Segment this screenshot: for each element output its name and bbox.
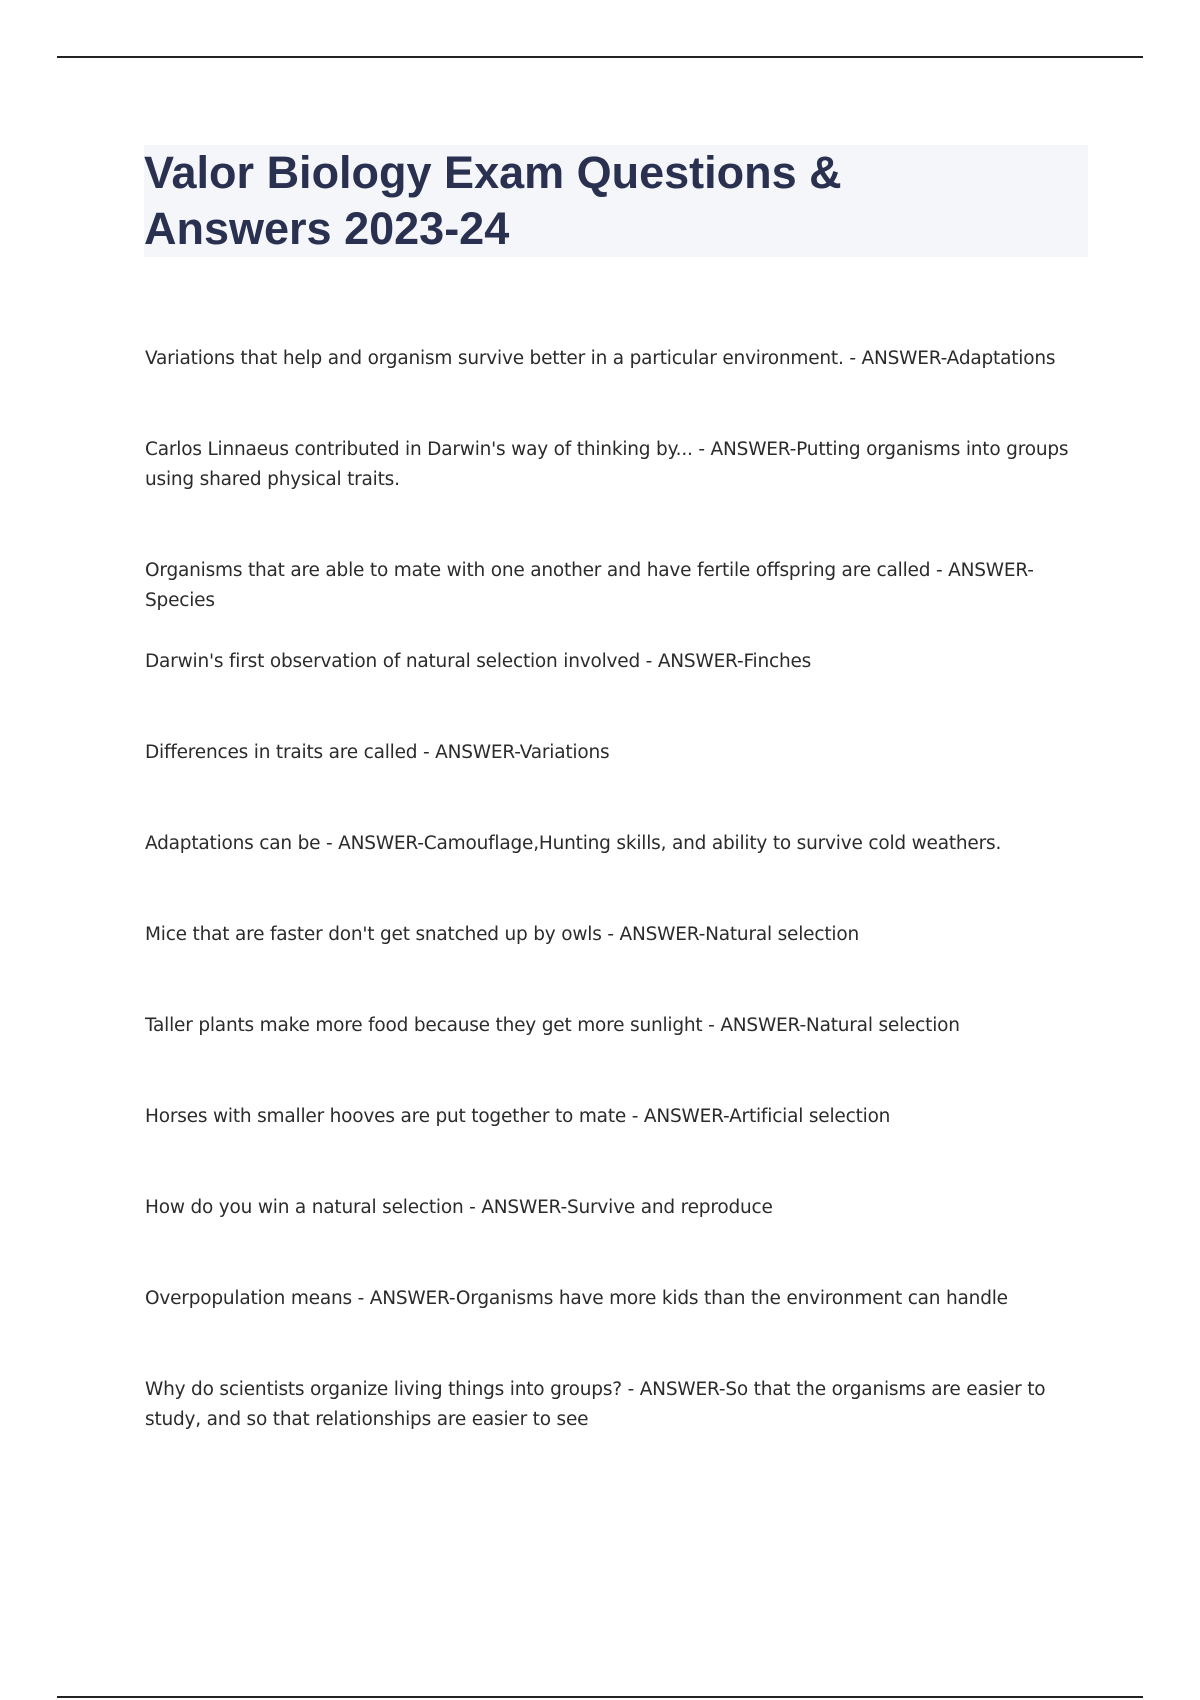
qa-item-3: Organisms that are able to mate with one another and have fertile offspring are called - ANSWER-Species xyxy=(145,560,1034,611)
bottom-rule xyxy=(57,1696,1143,1698)
qa-item-12: Why do scientists organize living things into groups? - ANSWER-So that the organisms are easier to study, and so that relationships are easier to see xyxy=(145,1379,1046,1430)
qa-item-7: Mice that are faster don't get snatched up by owls - ANSWER-Natural selection xyxy=(145,924,859,945)
page-title: Valor Biology Exam Questions & Answers 2023-24 xyxy=(144,147,842,254)
title-banner xyxy=(144,145,1088,257)
qa-item-8: Taller plants make more food because they get more sunlight - ANSWER-Natural selection xyxy=(145,1015,960,1036)
qa-item-6: Adaptations can be - ANSWER-Camouflage,Hunting skills, and ability to survive cold weathers. xyxy=(145,833,1002,854)
qa-item-1: Variations that help and organism survive better in a particular environment. - ANSWER-Adaptations xyxy=(145,348,1056,369)
qa-item-9: Horses with smaller hooves are put together to mate - ANSWER-Artificial selection xyxy=(145,1106,891,1127)
top-rule xyxy=(57,56,1143,58)
qa-item-10: How do you win a natural selection - ANSWER-Survive and reproduce xyxy=(145,1197,773,1218)
qa-item-11: Overpopulation means - ANSWER-Organisms have more kids than the environment can handle xyxy=(145,1288,1008,1309)
qa-item-4: Darwin's first observation of natural selection involved - ANSWER-Finches xyxy=(145,651,812,672)
qa-item-5: Differences in traits are called - ANSWER-Variations xyxy=(145,742,610,763)
qa-item-2: Carlos Linnaeus contributed in Darwin's way of thinking by... - ANSWER-Putting organisms into groups using shared physical traits. xyxy=(145,439,1069,490)
